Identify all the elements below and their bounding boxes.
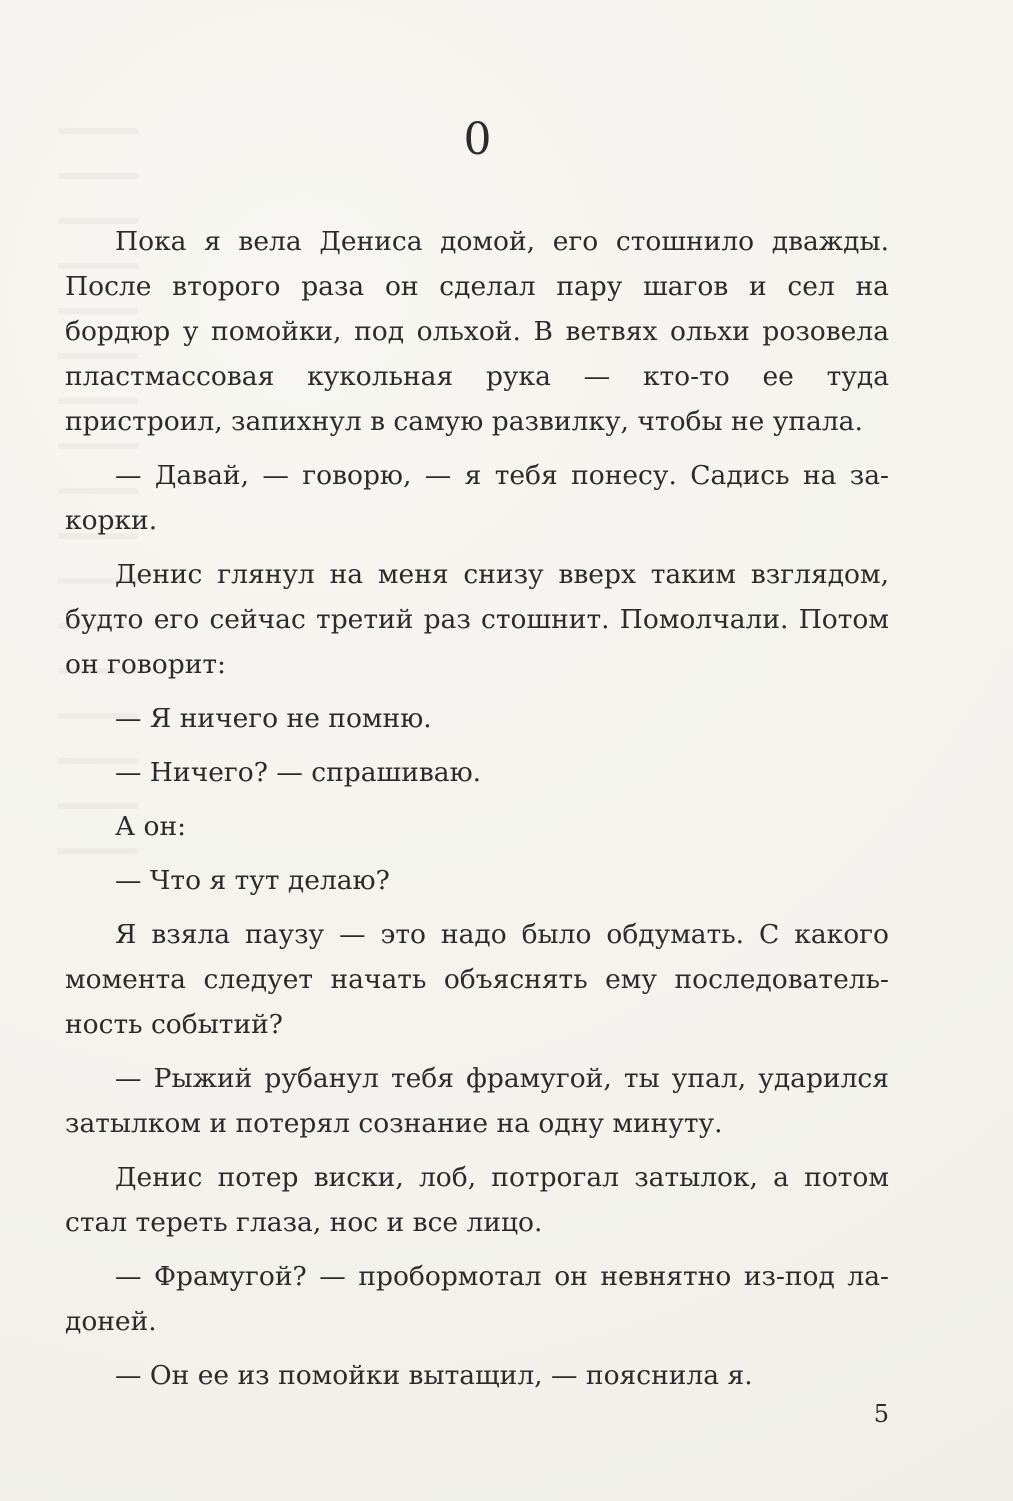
paragraph-4: — Я ничего не помню. (115, 703, 432, 734)
paragraph-5: — Ничего? — спрашиваю. (115, 757, 482, 788)
paragraph-2: — Давай, — говорю, — я тебя понесу. Садись на закорки. (65, 460, 889, 536)
paragraph-9: — Рыжий рубанул тебя фрамугой, ты упал, ударился затылком и потерял сознание на одну минуту. (65, 1063, 889, 1139)
paragraph-6: А он: (115, 811, 187, 842)
paragraph-7: — Что я тут делаю? (115, 865, 390, 896)
paragraph-10: Денис потер виски, лоб, потрогал затылок, а потом стал тереть глаза, нос и все лицо. (65, 1162, 889, 1238)
page-number: 5 (873, 1400, 889, 1428)
paragraph-8: Я взяла паузу — это надо было обдумать. С какого момента следует начать объяснять ему последовательность событий? (65, 919, 889, 1040)
body-text (65, 219, 889, 1398)
paragraph-3: Денис глянул на меня снизу вверх таким взглядом, будто его сейчас третий раз стошнит. Помолчали. Потом он говорит: (65, 559, 889, 680)
chapter-title: 0 (463, 114, 492, 165)
paragraph-11: — Фрамугой? — пробормотал он невнятно из-под ладоней. (65, 1261, 889, 1337)
paragraph-12: — Он ее из помойки вытащил, — пояснила я. (115, 1360, 753, 1391)
paragraph-1: Пока я вела Дениса домой, его стошнило дважды. После второго раза он сделал пару шагов и сел на бордюр у помойки, под ольхой. В ветвях ольхи розовела пластмассовая кукольная рука — кто-то ее туда пристроил, запихнул в самую развилку, чтобы не упала. (65, 226, 889, 437)
